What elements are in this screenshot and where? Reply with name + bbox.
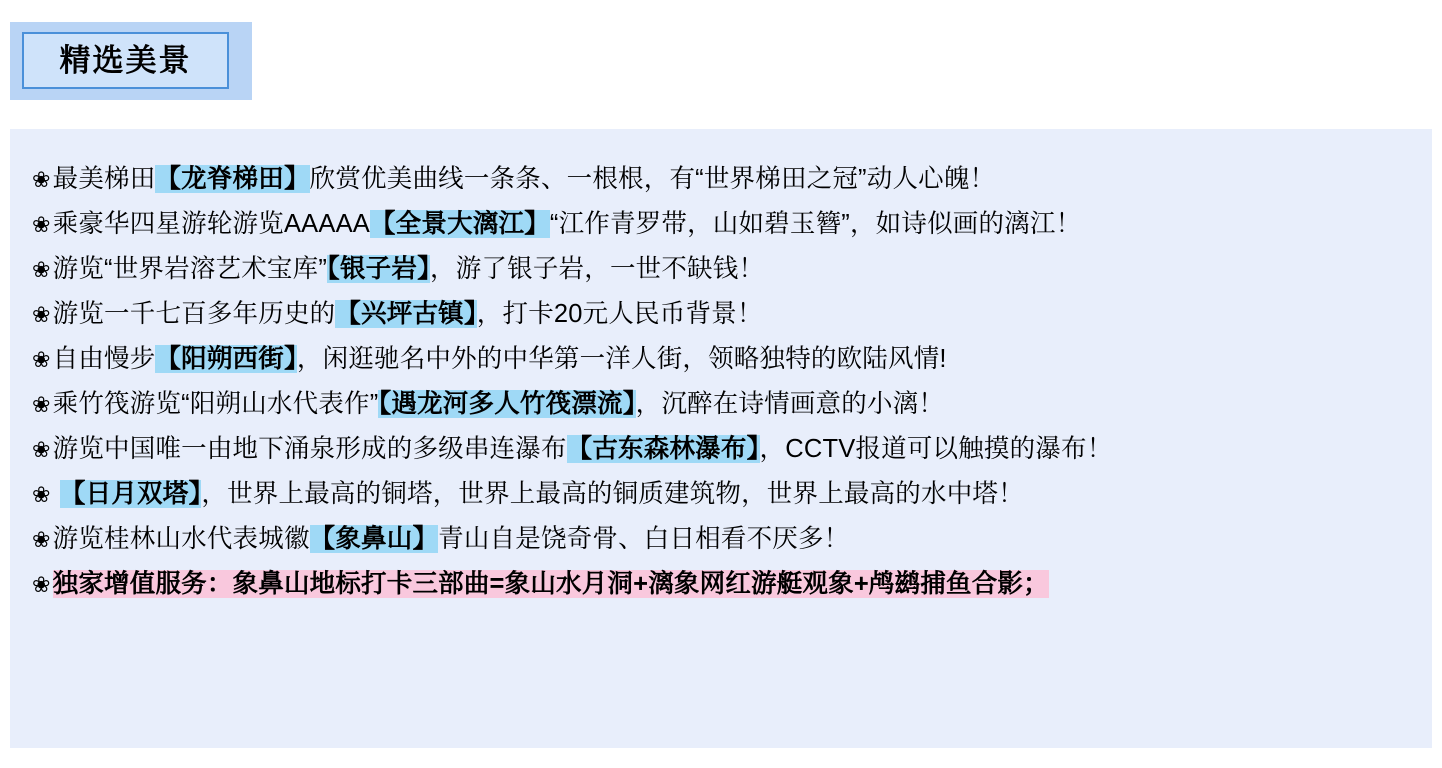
- flower-bullet-icon: ❀: [32, 167, 51, 192]
- highlighted-attraction: 【古东森林瀑布】: [566, 435, 760, 463]
- content-line: [32, 562, 1410, 607]
- content-line: [32, 517, 1410, 562]
- line-text: ，打卡20元人民币背景！: [476, 300, 763, 328]
- flower-bullet-icon: ❀: [32, 527, 51, 552]
- header-banner: [10, 22, 252, 100]
- line-text: 游览一千七百多年历史的: [52, 300, 336, 328]
- line-text: ，CCTV报道可以触摸的瀑布！: [759, 435, 1113, 463]
- line-text: 游览桂林山水代表城徽: [52, 525, 310, 553]
- line-text: 自由慢步: [52, 345, 156, 373]
- line-text: ，闲逛驰名中外的中华第一洋人街，领略独特的欧陆风情!: [296, 345, 947, 373]
- highlighted-attraction: 【银子岩】: [327, 255, 431, 283]
- flower-bullet-icon: ❀: [32, 302, 51, 327]
- header-badge: [22, 32, 229, 89]
- content-panel: [10, 129, 1432, 748]
- line-text: ，游了银子岩，一世不缺钱！: [430, 255, 765, 283]
- flower-bullet-icon: ❀: [32, 347, 51, 372]
- flower-bullet-icon: ❀: [32, 257, 51, 282]
- line-text: “江作青罗带，山如碧玉簪”，如诗似画的漓江！: [549, 210, 1082, 238]
- flower-bullet-icon: ❀: [32, 437, 51, 462]
- line-text: 最美梯田: [52, 165, 156, 193]
- content-line: [32, 427, 1410, 472]
- highlighted-attraction: 【兴坪古镇】: [335, 300, 477, 328]
- page-title: 精选美景: [59, 43, 192, 78]
- line-text: 游览中国唯一由地下涌泉形成的多级串连瀑布: [52, 435, 567, 463]
- content-line: [32, 382, 1410, 427]
- highlighted-attraction: 【象鼻山】: [309, 525, 439, 553]
- flower-bullet-icon: ❀: [32, 572, 51, 597]
- highlighted-attraction: 【阳朔西街】: [155, 345, 297, 373]
- line-text: 乘竹筏游览“阳朔山水代表作”: [52, 390, 379, 418]
- line-text: [53, 480, 60, 508]
- content-line: [32, 292, 1410, 337]
- line-text: 欣赏优美曲线一条条、一根根，有“世界梯田之冠”动人心魄！: [309, 165, 996, 193]
- highlighted-attraction: 【全景大漓江】: [369, 210, 550, 238]
- flower-bullet-icon: ❀: [32, 482, 51, 507]
- content-line: [32, 157, 1410, 202]
- line-text: ，世界上最高的铜塔，世界上最高的铜质建筑物，世界上最高的水中塔！: [201, 480, 1024, 508]
- highlighted-attraction: 【龙脊梯田】: [155, 165, 310, 193]
- flower-bullet-icon: ❀: [32, 392, 51, 417]
- flower-bullet-icon: ❀: [32, 212, 51, 237]
- line-text: 游览“世界岩溶艺术宝库”: [52, 255, 328, 283]
- content-line: [32, 247, 1410, 292]
- line-text: ，沉醉在诗情画意的小漓！: [635, 390, 945, 418]
- line-text: 乘豪华四星游轮游览AAAAA: [52, 210, 370, 238]
- highlighted-attraction: 【遇龙河多人竹筏漂流】: [378, 390, 636, 418]
- content-line: [32, 472, 1410, 517]
- highlighted-attraction: 【日月双塔】: [59, 480, 202, 508]
- line-text: 青山自是饶奇骨、白日相看不厌多！: [438, 525, 850, 553]
- highlighted-service: 独家增值服务：象鼻山地标打卡三部曲=象山水月洞+漓象网红游艇观象+鸬鹚捕鱼合影；: [52, 570, 1049, 598]
- content-line: [32, 337, 1410, 382]
- content-line: [32, 202, 1410, 247]
